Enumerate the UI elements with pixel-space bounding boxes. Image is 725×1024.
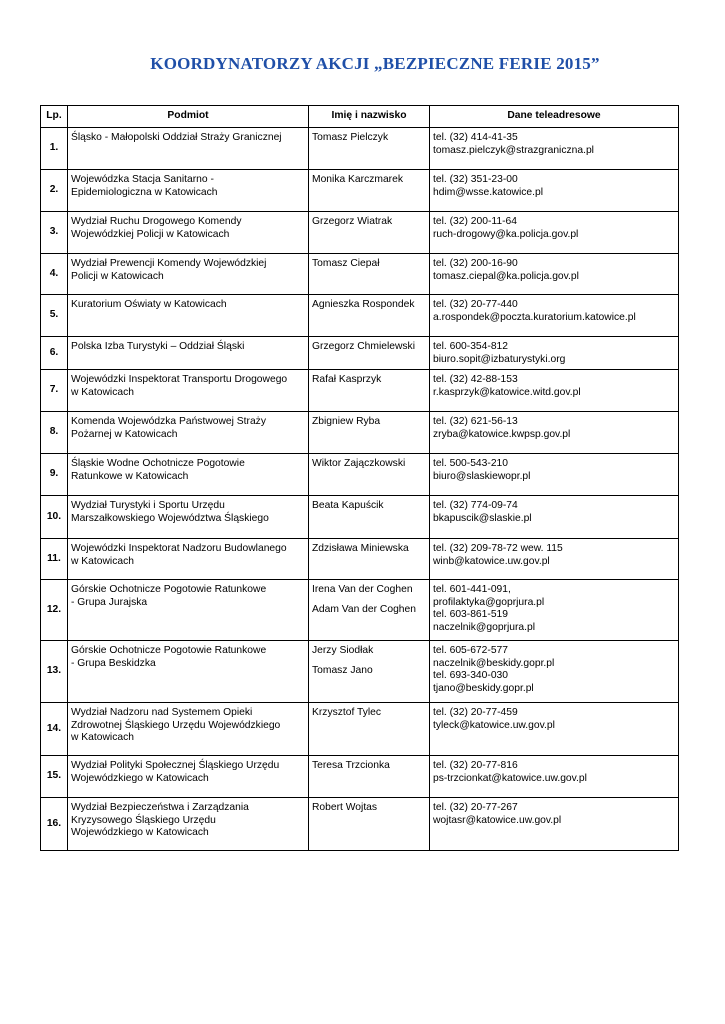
table-row bbox=[41, 580, 679, 641]
cell-line: Pożarnej w Katowicach bbox=[71, 428, 178, 440]
cell-line: Śląskie Wodne Ochotnicze Pogotowie bbox=[71, 458, 245, 470]
contact-cell bbox=[430, 580, 679, 641]
row-number: 11. bbox=[41, 539, 68, 580]
cell-line: Tomasz Pielczyk bbox=[312, 132, 389, 143]
institution-cell bbox=[68, 798, 309, 851]
contact-cell bbox=[430, 454, 679, 496]
cell-line: Wojewódzki Inspektorat Transportu Drogowego bbox=[71, 374, 288, 386]
person-name-cell bbox=[309, 798, 430, 851]
cell-line: Robert Wojtas bbox=[312, 802, 378, 814]
cell-line: Adam Van der Coghen bbox=[312, 603, 416, 615]
cell-line: Jerzy Siodłak bbox=[312, 645, 374, 657]
cell-line: tel. (32) 42-88-153 bbox=[433, 374, 518, 386]
person-name-cell bbox=[309, 128, 430, 170]
row-number: 12. bbox=[41, 580, 68, 641]
cell-line: Górskie Ochotnicze Pogotowie Ratunkowe bbox=[71, 584, 267, 596]
person-name-cell bbox=[309, 756, 430, 798]
institution-cell bbox=[68, 337, 309, 370]
row-number: 2. bbox=[41, 170, 68, 212]
institution-cell bbox=[68, 295, 309, 337]
cell-line: Beata Kapuścik bbox=[312, 500, 384, 512]
cell-line: Wojewódzki Inspektorat Nadzoru Budowlanego bbox=[71, 543, 287, 555]
row-number: 16. bbox=[41, 798, 68, 851]
cell-line: Irena Van der Coghen bbox=[312, 584, 413, 596]
table-header-row bbox=[41, 106, 679, 128]
table-row bbox=[41, 798, 679, 851]
cell-line: tel. (32) 209-78-72 wew. 115 bbox=[433, 543, 563, 555]
cell-line: Górskie Ochotnicze Pogotowie Ratunkowe bbox=[71, 645, 267, 657]
contact-cell bbox=[430, 756, 679, 798]
institution-cell bbox=[68, 254, 309, 295]
cell-line: tel. 605-672-577 bbox=[433, 645, 508, 657]
cell-line: tomasz.pielczyk@strazgraniczna.pl bbox=[433, 144, 594, 156]
contact-cell bbox=[430, 128, 679, 170]
row-number: 7. bbox=[41, 370, 68, 412]
cell-line: biuro@slaskiewopr.pl bbox=[433, 470, 531, 482]
cell-line: naczelnik@beskidy.gopr.pl bbox=[433, 657, 555, 669]
cell-line: Wydział Bezpieczeństwa i Zarządzania bbox=[71, 802, 249, 814]
table-row bbox=[41, 254, 679, 295]
cell-line: tel. (32) 414-41-35 bbox=[433, 132, 518, 143]
contact-cell bbox=[430, 641, 679, 703]
cell-line: a.rospondek@poczta.kuratorium.katowice.pl bbox=[433, 311, 636, 323]
person-name-cell bbox=[309, 641, 430, 703]
contact-cell bbox=[430, 798, 679, 851]
cell-line: hdim@wsse.katowice.pl bbox=[433, 186, 544, 198]
table-row bbox=[41, 756, 679, 798]
cell-line: tel. (32) 20-77-459 bbox=[433, 707, 518, 719]
cell-line: Krzysztof Tylec bbox=[312, 707, 382, 719]
cell-line: ps-trzcionkat@katowice.uw.gov.pl bbox=[433, 772, 587, 784]
cell-line: - Grupa Beskidzka bbox=[71, 657, 156, 669]
institution-cell bbox=[68, 370, 309, 412]
table-row bbox=[41, 539, 679, 580]
table-row bbox=[41, 212, 679, 254]
cell-line: Grzegorz Chmielewski bbox=[312, 341, 415, 352]
table-row bbox=[41, 170, 679, 212]
cell-line: Wojewódzkiego w Katowicach bbox=[71, 827, 209, 839]
contact-cell bbox=[430, 295, 679, 337]
cell-line: Kryzysowego Śląskiego Urzędu bbox=[71, 814, 216, 826]
cell-line: Teresa Trzcionka bbox=[312, 760, 390, 772]
contact-cell bbox=[430, 170, 679, 212]
table-row bbox=[41, 295, 679, 337]
row-number: 1. bbox=[41, 128, 68, 170]
person-name-cell bbox=[309, 170, 430, 212]
cell-line: Polska Izba Turystyki – Oddział Śląski bbox=[71, 341, 245, 352]
header-imie: Imię i nazwisko bbox=[309, 106, 430, 128]
cell-line: Agnieszka Rospondek bbox=[312, 299, 415, 310]
person-name-cell bbox=[309, 454, 430, 496]
contact-cell bbox=[430, 337, 679, 370]
cell-line: Wydział Nadzoru nad Systemem Opieki bbox=[71, 707, 253, 719]
cell-line: Tomasz Jano bbox=[312, 664, 373, 676]
row-number: 8. bbox=[41, 412, 68, 454]
table-row bbox=[41, 641, 679, 703]
cell-line: Komenda Wojewódzka Państwowej Straży bbox=[71, 416, 266, 428]
cell-line: Zbigniew Ryba bbox=[312, 416, 381, 428]
cell-line: profilaktyka@goprjura.pl bbox=[433, 596, 545, 608]
cell-line: Ratunkowe w Katowicach bbox=[71, 470, 189, 482]
cell-line: tel. (32) 20-77-267 bbox=[433, 802, 518, 814]
cell-line: Grzegorz Wiatrak bbox=[312, 216, 393, 227]
institution-cell bbox=[68, 756, 309, 798]
cell-line: Wydział Turystyki i Sportu Urzędu bbox=[71, 500, 225, 512]
cell-line: tyleck@katowice.uw.gov.pl bbox=[433, 719, 555, 731]
cell-line: Zdrowotnej Śląskiego Urzędu Wojewódzkiego bbox=[71, 719, 281, 731]
cell-line: tel. 603-861-519 bbox=[433, 609, 508, 621]
header-podmiot: Podmiot bbox=[68, 106, 309, 128]
row-number: 10. bbox=[41, 496, 68, 539]
cell-line: Śląsko - Małopolski Oddział Straży Granicznej bbox=[71, 132, 282, 143]
table-row bbox=[41, 496, 679, 539]
cell-line: w Katowicach bbox=[71, 555, 134, 567]
table-row bbox=[41, 703, 679, 756]
row-number: 3. bbox=[41, 212, 68, 254]
cell-line: tel. (32) 200-11-64 bbox=[433, 216, 517, 227]
cell-line: w Katowicach bbox=[71, 732, 134, 744]
person-name-cell bbox=[309, 496, 430, 539]
row-number: 14. bbox=[41, 703, 68, 756]
cell-line: Zdzisława Miniewska bbox=[312, 543, 409, 555]
institution-cell bbox=[68, 703, 309, 756]
row-number: 6. bbox=[41, 337, 68, 370]
cell-line: ruch-drogowy@ka.policja.gov.pl bbox=[433, 228, 579, 240]
cell-line: tel. 500-543-210 bbox=[433, 458, 508, 470]
contact-cell bbox=[430, 539, 679, 580]
cell-line: wojtasr@katowice.uw.gov.pl bbox=[433, 814, 562, 826]
row-number: 5. bbox=[41, 295, 68, 337]
row-number: 4. bbox=[41, 254, 68, 295]
table-row bbox=[41, 128, 679, 170]
institution-cell bbox=[68, 412, 309, 454]
contact-cell bbox=[430, 254, 679, 295]
cell-line: zryba@katowice.kwpsp.gov.pl bbox=[433, 428, 571, 440]
person-name-cell bbox=[309, 370, 430, 412]
person-name-cell bbox=[309, 703, 430, 756]
cell-line: Rafał Kasprzyk bbox=[312, 374, 382, 386]
institution-cell bbox=[68, 641, 309, 703]
cell-line: tel. (32) 351-23-00 bbox=[433, 174, 518, 185]
table-row bbox=[41, 370, 679, 412]
cell-line: Policji w Katowicach bbox=[71, 270, 164, 282]
cell-line: Wojewódzkiego w Katowicach bbox=[71, 772, 209, 784]
cell-line: Wydział Prewencji Komendy Wojewódzkiej bbox=[71, 258, 267, 269]
cell-line: winb@katowice.uw.gov.pl bbox=[433, 555, 550, 567]
cell-line: Wydział Polityki Społecznej Śląskiego Urzędu bbox=[71, 760, 280, 772]
table-row bbox=[41, 412, 679, 454]
institution-cell bbox=[68, 539, 309, 580]
cell-line: naczelnik@goprjura.pl bbox=[433, 621, 536, 633]
table-row bbox=[41, 454, 679, 496]
table-row bbox=[41, 337, 679, 370]
contact-cell bbox=[430, 412, 679, 454]
person-name-cell bbox=[309, 337, 430, 370]
header-dane: Dane teleadresowe bbox=[430, 106, 679, 128]
page-title: KOORDYNATORZY AKCJI „BEZPIECZNE FERIE 2015” bbox=[150, 54, 600, 73]
person-name-cell bbox=[309, 295, 430, 337]
row-number: 15. bbox=[41, 756, 68, 798]
person-name-cell bbox=[309, 539, 430, 580]
contact-cell bbox=[430, 703, 679, 756]
coordinators-table bbox=[40, 105, 679, 851]
cell-line: tel. 600-354-812 bbox=[433, 341, 508, 352]
cell-line: tel. (32) 200-16-90 bbox=[433, 258, 518, 269]
cell-line: Epidemiologiczna w Katowicach bbox=[71, 186, 218, 198]
cell-line: tel. (32) 20-77-440 bbox=[433, 299, 518, 310]
contact-cell bbox=[430, 496, 679, 539]
header-lp: Lp. bbox=[41, 106, 68, 128]
cell-line: bkapuscik@slaskie.pl bbox=[433, 512, 532, 524]
person-name-cell bbox=[309, 212, 430, 254]
cell-line: Kuratorium Oświaty w Katowicach bbox=[71, 299, 227, 310]
institution-cell bbox=[68, 496, 309, 539]
institution-cell bbox=[68, 128, 309, 170]
cell-line: Wojewódzkiej Policji w Katowicach bbox=[71, 228, 230, 240]
cell-line: tomasz.ciepal@ka.policja.gov.pl bbox=[433, 270, 579, 282]
row-number: 13. bbox=[41, 641, 68, 703]
contact-cell bbox=[430, 370, 679, 412]
cell-line: Tomasz Ciepał bbox=[312, 258, 380, 269]
institution-cell bbox=[68, 454, 309, 496]
cell-line: Wojewódzka Stacja Sanitarno - bbox=[71, 174, 214, 185]
institution-cell bbox=[68, 212, 309, 254]
cell-line: Wydział Ruchu Drogowego Komendy bbox=[71, 216, 242, 227]
row-number: 9. bbox=[41, 454, 68, 496]
person-name-cell bbox=[309, 254, 430, 295]
cell-line: r.kasprzyk@katowice.witd.gov.pl bbox=[433, 386, 581, 398]
cell-line: tel. (32) 621-56-13 bbox=[433, 416, 518, 428]
cell-line: Monika Karczmarek bbox=[312, 174, 403, 185]
institution-cell bbox=[68, 580, 309, 641]
cell-line: tel. 693-340-030 bbox=[433, 670, 508, 682]
cell-line: Wiktor Zajączkowski bbox=[312, 458, 406, 470]
contact-cell bbox=[430, 212, 679, 254]
cell-line: - Grupa Jurajska bbox=[71, 596, 148, 608]
institution-cell bbox=[68, 170, 309, 212]
cell-line: tjano@beskidy.gopr.pl bbox=[433, 682, 534, 694]
cell-line: w Katowicach bbox=[71, 386, 134, 398]
cell-line: tel. (32) 774-09-74 bbox=[433, 500, 518, 512]
cell-line: biuro.sopit@izbaturystyki.org bbox=[433, 353, 566, 365]
person-name-cell bbox=[309, 412, 430, 454]
person-name-cell bbox=[309, 580, 430, 641]
cell-line: tel. 601-441-091, bbox=[433, 584, 511, 596]
cell-line: tel. (32) 20-77-816 bbox=[433, 760, 518, 772]
cell-line: Marszałkowskiego Województwa Śląskiego bbox=[71, 512, 269, 524]
